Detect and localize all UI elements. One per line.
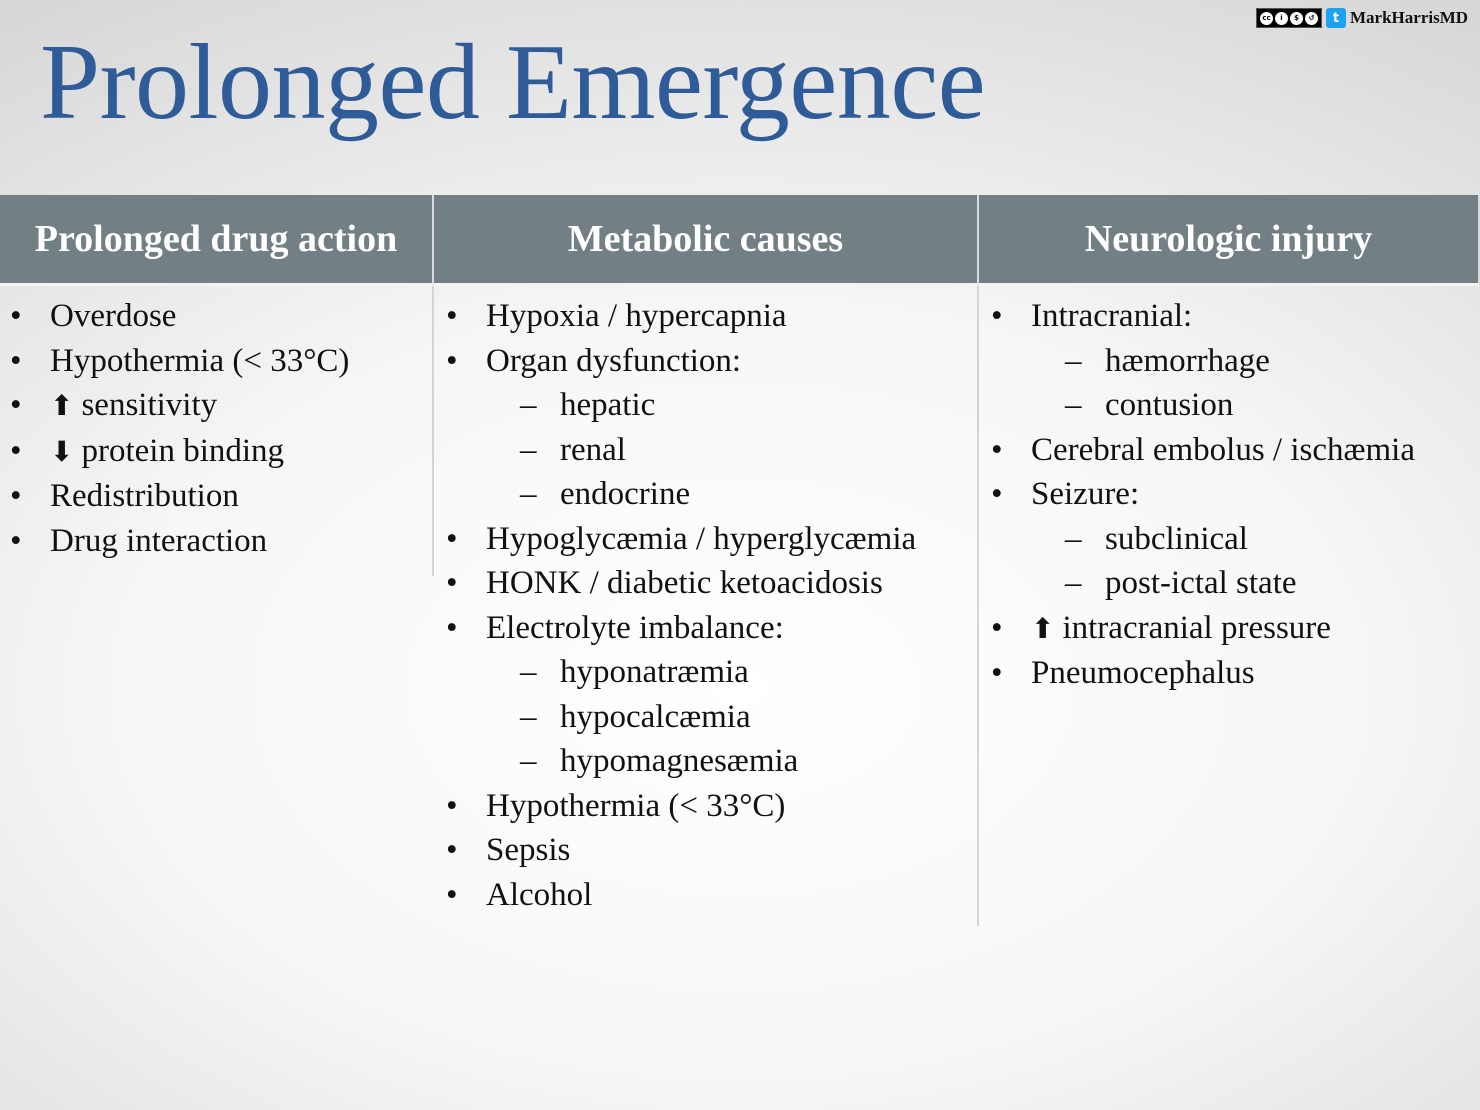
list-item-text: Intracranial: — [1031, 298, 1193, 334]
list-item — [434, 339, 977, 384]
sub-list-item — [434, 695, 977, 740]
arrow-up-icon: ⬆ — [1031, 611, 1055, 645]
cc-by-nc-sa-icon: cc i $ ↺ — [1256, 8, 1322, 28]
list-item — [434, 873, 977, 918]
list-item-text: hypocalcæmia — [560, 698, 751, 735]
list-item — [0, 429, 432, 475]
list-item-text: Organ dysfunction: — [486, 342, 742, 379]
list-item — [434, 784, 977, 829]
list-item-text: Hypoglycæmia / hyperglycæmia — [486, 520, 917, 557]
list-item — [434, 606, 977, 651]
list-item — [0, 474, 432, 519]
list-item-text: HONK / diabetic ketoacidosis — [486, 565, 883, 601]
list-item-text: intracranial pressure — [1062, 609, 1331, 646]
list-item-text: Hypothermia (< 33°C) — [50, 342, 350, 379]
twitter-icon: t — [1326, 8, 1346, 28]
list-item-text: Overdose — [50, 298, 177, 334]
list-item-text: endocrine — [560, 476, 691, 512]
list-item-text: hypomagnesæmia — [560, 743, 799, 779]
column-neurologic — [979, 286, 1480, 731]
list-item-text: renal — [560, 431, 626, 468]
list-item-text: hepatic — [560, 387, 656, 423]
list-item-text: Hypoxia / hypercapnia — [486, 298, 787, 334]
list-item-text: Seizure: — [1031, 476, 1140, 512]
list-item — [434, 561, 977, 606]
sub-list-item — [434, 428, 977, 473]
arrow-up-icon: ⬆ — [50, 389, 74, 422]
list-item-text: Hypothermia (< 33°C) — [486, 787, 786, 824]
list-item — [434, 294, 977, 339]
list-item-text: Drug interaction — [50, 522, 268, 559]
list-item-text: Redistribution — [50, 478, 239, 514]
list-item-text: sensitivity — [81, 387, 218, 423]
list-item-text: contusion — [1105, 387, 1234, 423]
list-item — [0, 519, 432, 564]
sub-list-item — [434, 472, 977, 517]
list-item-text: post-ictal state — [1105, 565, 1297, 601]
list-item-text: Electrolyte imbalance: — [486, 609, 784, 646]
sub-list-item — [434, 650, 977, 695]
sub-list-item — [434, 739, 977, 784]
sub-list-item — [979, 561, 1480, 606]
list-item — [979, 606, 1480, 652]
list-item — [979, 428, 1480, 473]
list-item — [979, 472, 1480, 517]
sub-list-item — [979, 339, 1480, 384]
author-handle: MarkHarrisMD — [1350, 8, 1469, 27]
list-item-text: subclinical — [1105, 520, 1248, 557]
sub-list-item — [979, 383, 1480, 428]
list-item — [0, 294, 432, 339]
sub-list-item — [979, 517, 1480, 562]
list-item-text: Pneumocephalus — [1031, 655, 1255, 691]
column-header-drug-action: Prolonged drug action — [0, 195, 434, 286]
attribution-badge — [1256, 6, 1468, 30]
list-item — [434, 517, 977, 562]
causes-table — [0, 195, 1480, 926]
column-header-metabolic: Metabolic causes — [434, 195, 979, 286]
column-header-neurologic: Neurologic injury — [979, 195, 1480, 286]
list-item — [979, 294, 1480, 339]
arrow-down-icon: ⬇ — [50, 434, 74, 468]
slide-title: Prolonged Emergence — [40, 23, 986, 142]
list-item — [0, 339, 432, 384]
list-item — [434, 828, 977, 873]
list-item-text: Cerebral embolus / ischæmia — [1031, 431, 1415, 468]
list-item — [979, 651, 1480, 696]
list-item-text: Alcohol — [486, 876, 593, 913]
list-item-text: protein binding — [81, 432, 285, 469]
list-item-text: hæmorrhage — [1105, 342, 1270, 379]
list-item-text: Sepsis — [486, 832, 571, 868]
list-item-text: hyponatræmia — [560, 654, 749, 690]
list-item — [0, 383, 432, 429]
sub-list-item — [434, 383, 977, 428]
column-metabolic — [434, 286, 979, 926]
column-drug-action — [0, 286, 434, 576]
